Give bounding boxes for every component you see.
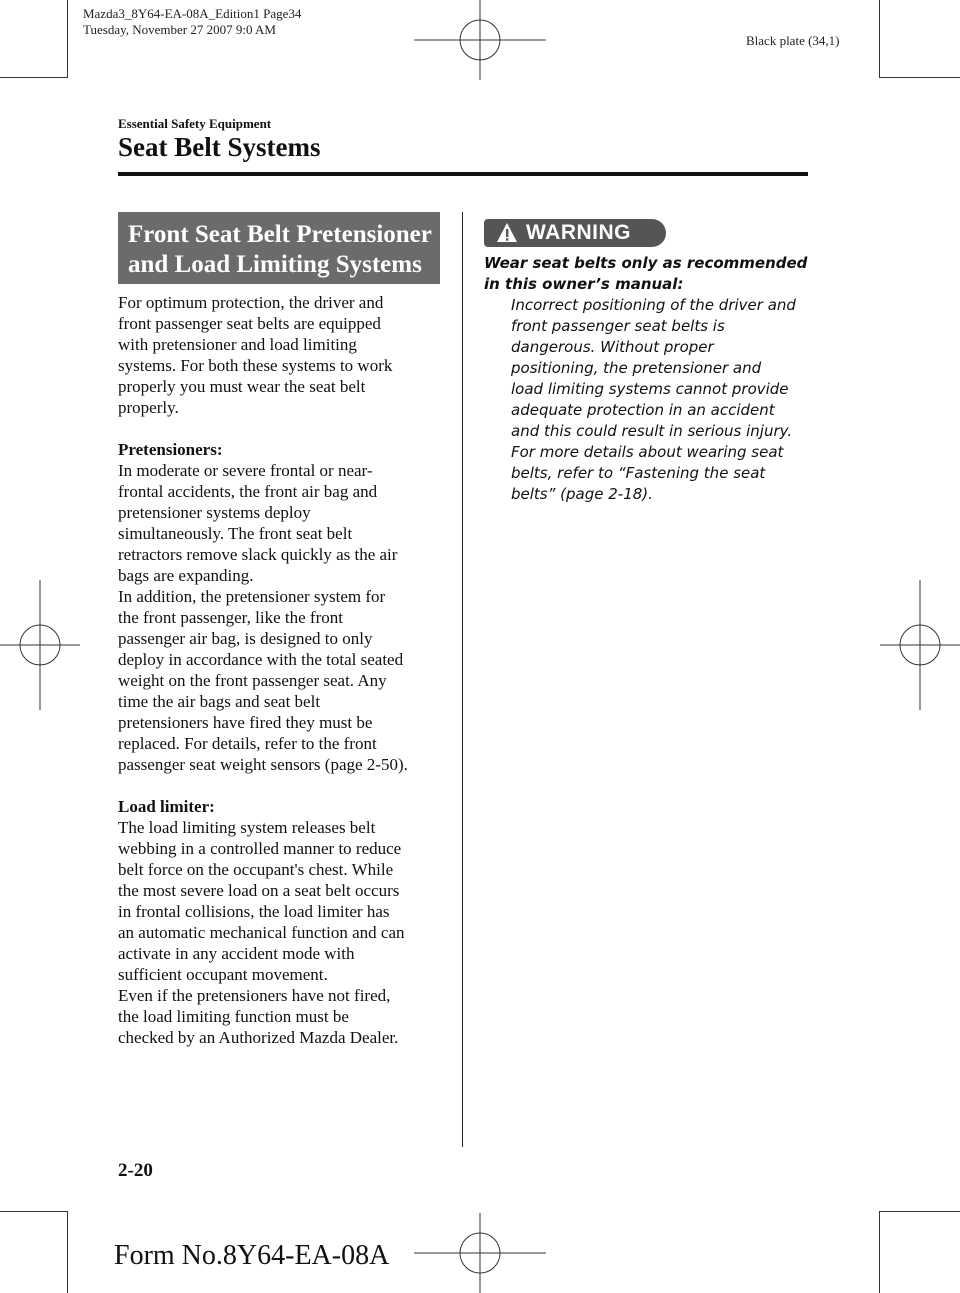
warning-text: [484, 253, 814, 505]
pretensioners-heading: Pretensioners:: [118, 440, 223, 459]
section-heading-box: [118, 212, 440, 284]
heading-line2: and Load Limiting Systems: [128, 251, 422, 278]
text-line: belt force on the occupant's chest. While: [118, 860, 394, 879]
text-line: The load limiting system releases belt: [118, 818, 376, 837]
warning-badge: [484, 219, 666, 247]
page-title: Seat Belt Systems: [118, 132, 321, 162]
text-line: In moderate or severe frontal or near-: [118, 461, 373, 480]
text-line: in frontal collisions, the load limiter has: [118, 902, 390, 921]
heading-line1: Front Seat Belt Pretensioner: [128, 221, 432, 248]
text-line: systems. For both these systems to work: [118, 356, 393, 375]
text-line: In addition, the pretensioner system for: [118, 587, 386, 606]
registration-mark-top: [414, 0, 546, 80]
warning-lead: [484, 253, 814, 295]
text-line: webbing in a controlled manner to reduce: [118, 839, 402, 858]
text-line: with pretensioner and load limiting: [118, 335, 357, 354]
text-line: belts” (page 2-18).: [511, 485, 653, 503]
text-line: checked by an Authorized Mazda Dealer.: [118, 1028, 399, 1047]
text-line: activate in any accident mode with: [118, 944, 355, 963]
text-line: properly you must wear the seat belt: [118, 377, 366, 396]
text-line: Even if the pretensioners have not fired,: [118, 986, 391, 1005]
text-line: Wear seat belts only as recommended: [484, 254, 808, 272]
registration-mark-bottom: [414, 1213, 546, 1293]
print-header: [83, 6, 301, 38]
column-divider: [462, 212, 463, 1147]
text-line: time the air bags and seat belt: [118, 692, 321, 711]
registration-mark-right: [880, 580, 960, 710]
text-line: pretensioner systems deploy: [118, 503, 311, 522]
text-line: the front passenger, like the front: [118, 608, 343, 627]
text-line: properly.: [118, 398, 179, 417]
load-limiter-heading: Load limiter:: [118, 797, 215, 816]
text-line: simultaneously. The front seat belt: [118, 524, 353, 543]
text-line: front passenger seat belts are equipped: [118, 314, 381, 333]
pretensioners-section: [118, 439, 458, 775]
text-line: deploy in accordance with the total seated: [118, 650, 404, 669]
text-line: sufficient occupant movement.: [118, 965, 328, 984]
page-number: 2-20: [118, 1160, 153, 1181]
form-number: Form No.8Y64-EA-08A: [114, 1240, 390, 1271]
section-label: Essential Safety Equipment: [118, 116, 272, 131]
text-line: passenger seat weight sensors (page 2-50).: [118, 755, 408, 774]
text-line: front passenger seat belts is: [511, 317, 725, 335]
text-line: an automatic mechanical function and can: [118, 923, 405, 942]
text-line: For optimum protection, the driver and: [118, 293, 384, 312]
text-line: For more details about wearing seat: [511, 443, 784, 461]
text-line: pretensioners have fired they must be: [118, 713, 373, 732]
text-line: bags are expanding.: [118, 566, 254, 585]
title-rule: [118, 172, 808, 176]
text-line: positioning, the pretensioner and: [511, 359, 762, 377]
text-line: passenger air bag, is designed to only: [118, 629, 373, 648]
warning-label: WARNING: [526, 221, 631, 244]
text-line: weight on the front passenger seat. Any: [118, 671, 387, 690]
text-line: dangerous. Without proper: [511, 338, 714, 356]
text-line: and this could result in serious injury.: [511, 422, 793, 440]
text-line: the most severe load on a seat belt occurs: [118, 881, 400, 900]
text-line: replaced. For details, refer to the front: [118, 734, 377, 753]
load-limiter-section: [118, 796, 458, 1048]
text-line: Incorrect positioning of the driver and: [511, 296, 796, 314]
warning-triangle-icon: [496, 222, 518, 244]
plate-label: Black plate (34,1): [746, 33, 840, 48]
text-line: adequate protection in an accident: [511, 401, 775, 419]
text-line: the load limiting function must be: [118, 1007, 349, 1026]
warning-body: [484, 295, 814, 505]
text-line: retractors remove slack quickly as the air: [118, 545, 398, 564]
text-line: load limiting systems cannot provide: [511, 380, 789, 398]
registration-mark-left: [0, 580, 80, 710]
print-header-line1: Mazda3_8Y64-EA-08A_Edition1 Page34: [83, 6, 302, 21]
text-line: frontal accidents, the front air bag and: [118, 482, 378, 501]
text-line: belts, refer to “Fastening the seat: [511, 464, 766, 482]
intro-paragraph: [118, 292, 458, 418]
left-column: [118, 292, 458, 1048]
print-header-line2: Tuesday, November 27 2007 9:0 AM: [83, 22, 276, 37]
text-line: in this owner’s manual:: [484, 275, 684, 293]
